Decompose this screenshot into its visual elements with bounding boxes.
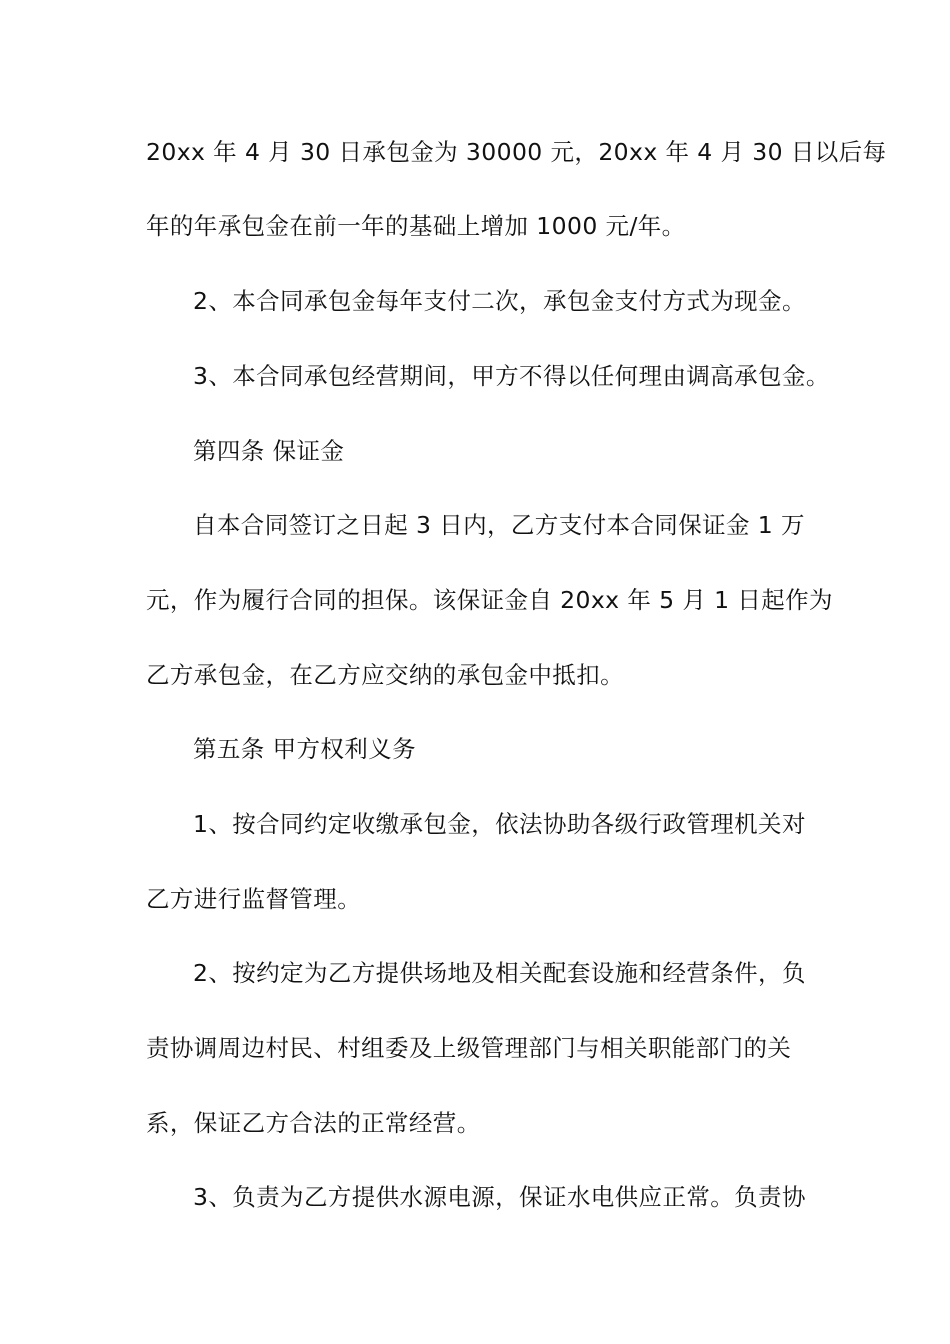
section-heading: 第四条 保证金 [193,437,345,465]
text-line: 20xx 年 4 月 30 日承包金为 30000 元，20xx 年 4 月 30 日以后每 [146,138,887,166]
text-line: 自本合同签订之日起 3 日内，乙方支付本合同保证金 1 万 [193,511,805,539]
section-heading: 第五条 甲方权利义务 [193,735,416,763]
clause-item: 3、负责为乙方提供水源电源，保证水电供应正常。负责协 [193,1183,806,1211]
text-line: 乙方承包金，在乙方应交纳的承包金中抵扣。 [146,661,624,689]
text-line: 乙方进行监督管理。 [146,885,362,913]
text-line: 年的年承包金在前一年的基础上增加 1000 元/年。 [146,212,686,240]
text-line: 元，作为履行合同的担保。该保证金自 20xx 年 5 月 1 日起作为 [146,586,833,614]
clause-item: 2、按约定为乙方提供场地及相关配套设施和经营条件，负 [193,959,806,987]
clause-item: 2、本合同承包金每年支付二次，承包金支付方式为现金。 [193,287,806,315]
clause-item: 3、本合同承包经营期间，甲方不得以任何理由调高承包金。 [193,362,830,390]
text-line: 系，保证乙方合法的正常经营。 [146,1109,481,1137]
clause-item: 1、按合同约定收缴承包金，依法协助各级行政管理机关对 [193,810,806,838]
text-line: 责协调周边村民、村组委及上级管理部门与相关职能部门的关 [146,1034,792,1062]
